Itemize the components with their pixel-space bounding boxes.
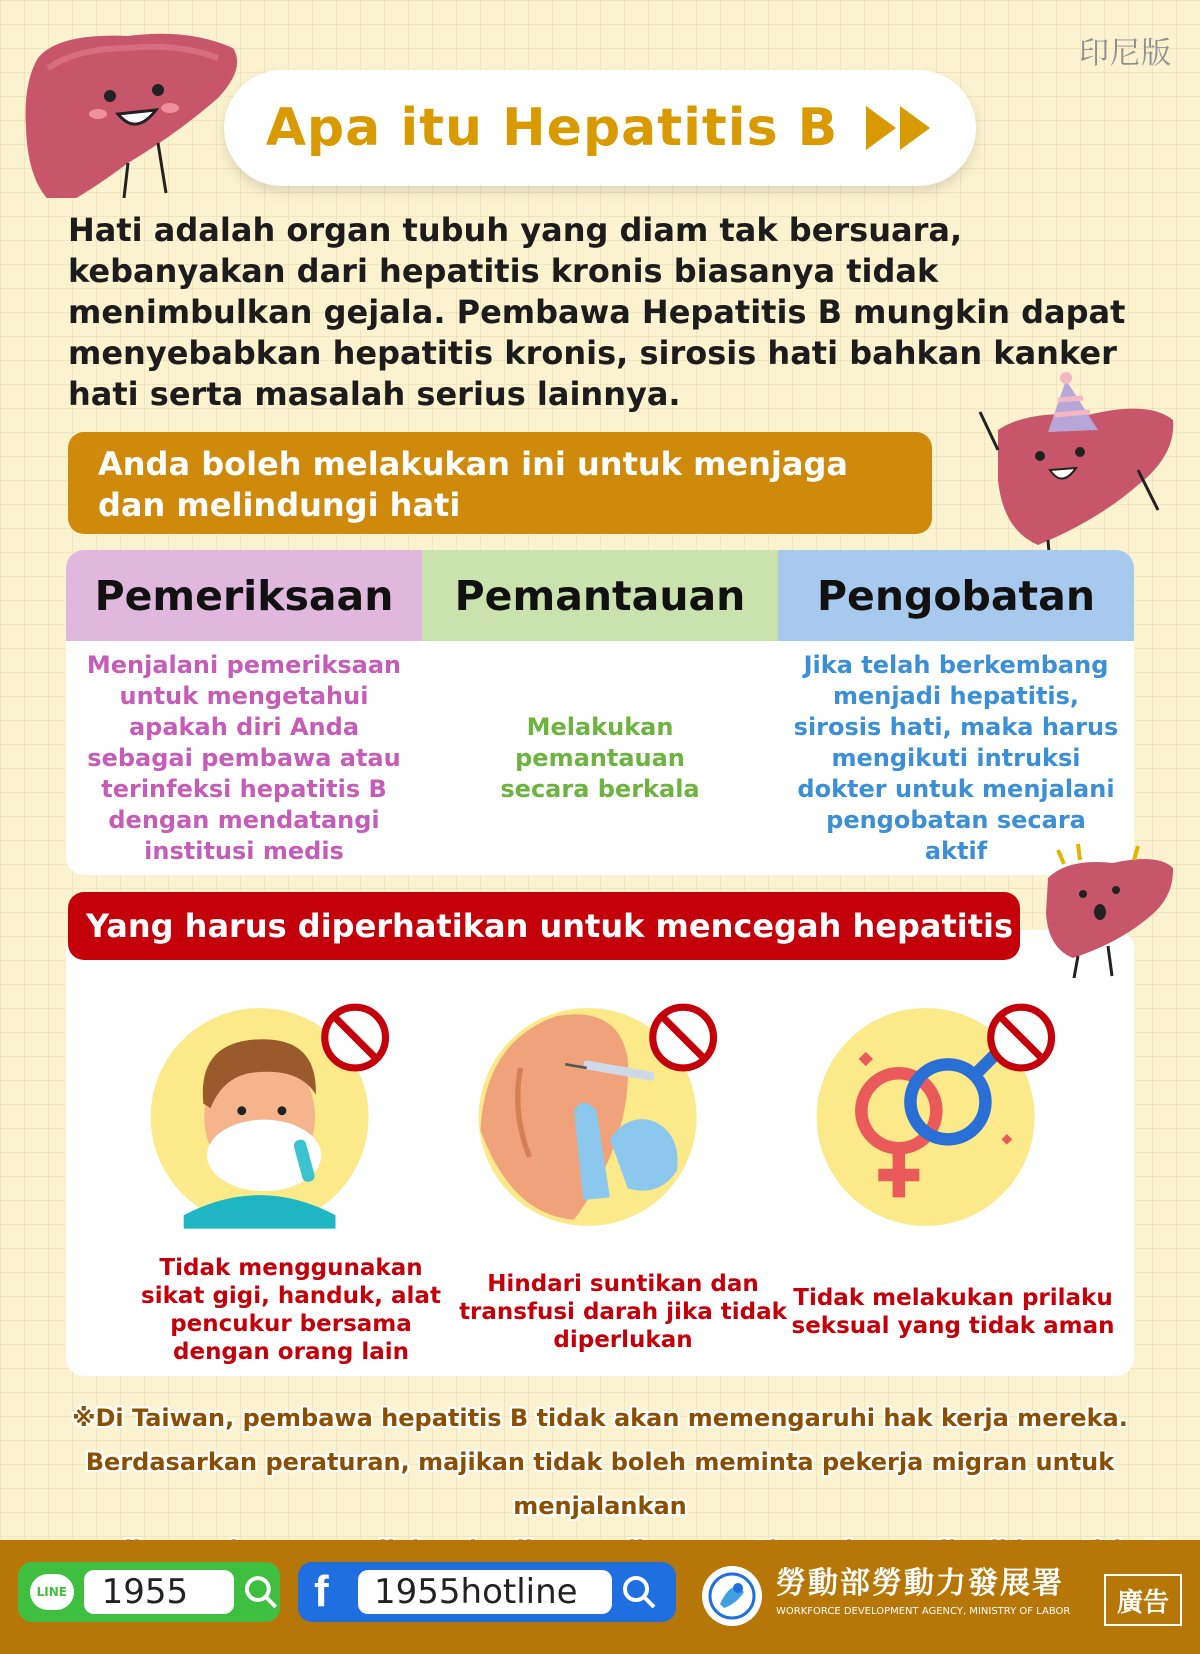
prevention-item-label: Tidak melakukan prilaku seksual yang tidak aman xyxy=(791,1285,1115,1339)
line-contact[interactable] xyxy=(18,1562,280,1622)
note-line: ※Di Taiwan, pembawa hepatitis B tidak akan memengaruhi hak kerja mereka. xyxy=(72,1404,1128,1432)
footer-bar xyxy=(0,1540,1200,1654)
title-banner xyxy=(224,70,976,186)
agency-name-en: WORKFORCE DEVELOPMENT AGENCY, MINISTRY OF LABOR xyxy=(776,1606,1071,1617)
prevention-item-label: Hindari suntikan dan transfusi darah jika tidak diperlukan xyxy=(459,1271,787,1353)
injection-icon xyxy=(476,992,726,1242)
line-number: 1955 xyxy=(84,1570,235,1614)
column-pemeriksaan xyxy=(66,550,422,875)
double-arrow-icon xyxy=(866,106,934,150)
column-body: Melakukan pemantauan secara berkala xyxy=(500,712,700,803)
facebook-handle: 1955hotline xyxy=(358,1570,612,1614)
worried-liver-mascot-icon xyxy=(1038,838,1178,978)
prevention-item-label: Tidak menggunakan sikat gigi, handuk, alat pencukur bersama dengan orang lain xyxy=(141,1255,441,1365)
intro-paragraph: Hati adalah organ tubuh yang diam tak bersuara, kebanyakan dari hepatitis kronis biasanya tidak menimbulkan gejala. Pembawa Hepatitis B mungkin dapat menyebabkan hepatitis kronis, sirosis hati bahkan kanker hati serta masalah serius lainnya. xyxy=(68,211,1126,413)
search-icon xyxy=(242,1573,280,1611)
protect-liver-banner: Anda boleh melakukan ini untuk menjaga dan melindungi hati xyxy=(68,432,932,534)
liver-mascot-icon xyxy=(18,18,248,198)
search-icon xyxy=(620,1573,658,1611)
shaving-man-icon xyxy=(148,992,398,1242)
prevention-banner: Yang harus diperhatikan untuk mencegah hepatitis B xyxy=(68,892,1020,960)
column-body: Jika telah berkembang menjadi hepatitis, sirosis hati, maka harus mengikuti intruksi dokter untuk menjalani pengobatan secara aktif xyxy=(793,650,1119,865)
gender-symbols-icon xyxy=(814,992,1064,1242)
agency-logo xyxy=(700,1556,1090,1636)
column-header: Pengobatan xyxy=(778,550,1134,641)
facebook-contact[interactable] xyxy=(298,1562,676,1622)
agency-name-zh: 勞動部勞動力發展署 xyxy=(776,1566,1064,1601)
facebook-logo-icon: f xyxy=(314,1567,329,1616)
agency-emblem-icon xyxy=(700,1564,764,1628)
column-header: Pemantauan xyxy=(422,550,778,641)
line-logo-icon: LINE xyxy=(30,1574,74,1610)
column-pemantauan xyxy=(422,550,778,875)
column-body: Menjalani pemeriksaan untuk mengetahui apakah diri Anda sebagai pembawa atau terinfeksi hepatitis B dengan mendatangi institusi medis xyxy=(86,650,402,865)
column-pengobatan xyxy=(778,550,1134,875)
column-header: Pemeriksaan xyxy=(66,550,422,641)
advertisement-label: 廣告 xyxy=(1104,1574,1182,1626)
edition-label: 印尼版 xyxy=(1079,36,1172,71)
note-line: Berdasarkan peraturan, majikan tidak boleh meminta pekerja migran untuk menjalankan xyxy=(85,1448,1115,1520)
care-columns-card xyxy=(66,550,1134,875)
party-liver-mascot-icon xyxy=(978,360,1178,570)
page-title: Apa itu Hepatitis B xyxy=(265,98,839,158)
